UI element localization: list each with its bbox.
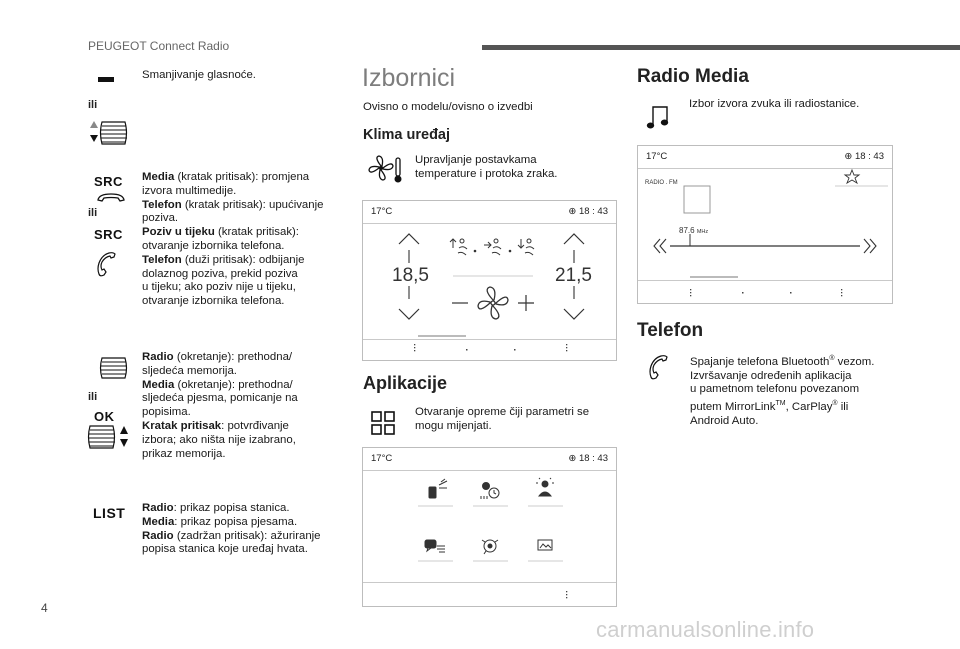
apps-heading: Aplikacije: [363, 373, 448, 393]
frequency-tuning-bar[interactable]: [670, 234, 860, 246]
apps-description: Otvaranje opreme čiji parametri se mogu mijenjati.: [415, 406, 590, 432]
station-artwork: [684, 186, 710, 213]
gps-icon: ⊕: [844, 151, 853, 162]
phone-heading: Telefon: [637, 320, 704, 341]
fan-speed-icon: [478, 287, 508, 319]
favourite-star-icon[interactable]: [845, 170, 859, 183]
climate-screen: [362, 200, 617, 361]
ok-button-label: OK: [94, 409, 115, 424]
clock-display: ⊕ 18 : 43: [568, 453, 608, 464]
menus-subtitle: Ovisno o modelu/ovisno o izvedbi: [363, 101, 533, 113]
right-temperature-setpoint: 21,5: [555, 265, 592, 286]
frequency-value: 87.6 MHz: [679, 226, 709, 235]
app-profile-icon[interactable]: [536, 478, 554, 496]
list-description: Radio: prikaz popisa stanica. Media: prikaz popisa pjesama. Radio (zadržan pritisak): ažuriranje popisa stanica koje uređaj hvata.: [142, 502, 321, 556]
header-rule: [482, 45, 960, 50]
right-temp-down-arrow[interactable]: [564, 309, 584, 319]
manual-header-title: PEUGEOT Connect Radio: [88, 39, 230, 53]
airflow-mode-icons[interactable]: [450, 239, 534, 255]
clock-display: ⊕ 18 : 43: [568, 206, 608, 217]
music-note-icon: [646, 104, 670, 130]
thumbwheel-down-icon: [87, 119, 131, 147]
thumbwheel-icon: [87, 355, 131, 381]
thumbwheel-updown-icon: [86, 423, 132, 451]
app-messages-icon[interactable]: [425, 540, 445, 552]
climate-heading: Klima uređaj: [363, 127, 451, 143]
radio-band-label: RADIO . FM: [645, 180, 678, 186]
wheel-description: Radio (okretanje): prethodna/ sljedeća memorija. Media (okretanje): prethodna/ sljedeća pjesma, pomicanje na popisima. Kratak pritisak: potvrđivanje izbora; ako ništa nije izabrano, prikaz memorija.: [142, 351, 298, 460]
apps-screen: [362, 447, 617, 607]
left-temp-down-arrow[interactable]: [399, 309, 419, 319]
section-title-radio-media: Radio Media: [637, 66, 749, 87]
gps-icon: ⊕: [568, 206, 577, 217]
src-button-label: SRC: [94, 174, 123, 189]
app-connectivity-icon[interactable]: [482, 540, 498, 554]
phone-icon: [648, 355, 672, 381]
climate-description: Upravljanje postavkama temperature i protoka zraka.: [415, 154, 558, 180]
or-label: ili: [88, 207, 98, 219]
phone-icon: [96, 252, 120, 278]
page-number: 4: [41, 601, 48, 615]
app-connected-phone-icon[interactable]: [429, 479, 447, 498]
volume-down-text: Smanjivanje glasnoće.: [142, 69, 256, 81]
left-temp-up-arrow[interactable]: [399, 234, 419, 244]
section-title-menus: Izbornici: [362, 64, 456, 92]
climate-fan-thermometer-icon: [368, 155, 404, 185]
left-temperature-setpoint: 18,5: [392, 265, 429, 286]
phone-description: Spajanje telefona Bluetooth® vezom. Izvršavanje određenih aplikacija u pametnom telefonu povezanom putem MirrorLink™, CarPlay® ili Android Auto.: [690, 355, 875, 427]
clock-display: ⊕ 18 : 43: [844, 151, 884, 162]
radio-screen: [637, 145, 893, 304]
fan-increase-button[interactable]: [518, 295, 534, 311]
list-button-label: LIST: [93, 505, 126, 521]
handset-icon: [96, 191, 126, 203]
seek-forward-button[interactable]: [864, 239, 876, 253]
outside-temperature: 17°C: [646, 151, 668, 162]
gps-icon: ⊕: [568, 453, 577, 464]
app-gallery-icon[interactable]: [538, 540, 552, 550]
radio-media-description: Izbor izvora zvuka ili radiostanice.: [689, 98, 860, 110]
app-settings-icon[interactable]: [481, 483, 499, 500]
seek-back-button[interactable]: [654, 239, 666, 253]
minus-icon: [98, 76, 114, 84]
outside-temperature: 17°C: [371, 453, 393, 464]
outside-temperature: 17°C: [371, 206, 393, 217]
src-button-label: SRC: [94, 227, 123, 242]
or-label: ili: [88, 99, 98, 111]
watermark: carmanualsonline.info: [596, 617, 815, 642]
or-label: ili: [88, 391, 98, 403]
right-temp-up-arrow[interactable]: [564, 234, 584, 244]
apps-grid-icon: [371, 411, 395, 435]
src-description: Media (kratak pritisak): promjena izvora multimedije. Telefon (kratak pritisak): upućivanje poziva. Poziv u tijeku (kratak pritisak): otvaranje izbornika telefona. Telefon (duži pritisak): odbijanje dolaznog poziva, prekid poziva u tijeku; ako poziv nije u tijeku, otvaranje izbornika telefona.: [142, 171, 324, 308]
